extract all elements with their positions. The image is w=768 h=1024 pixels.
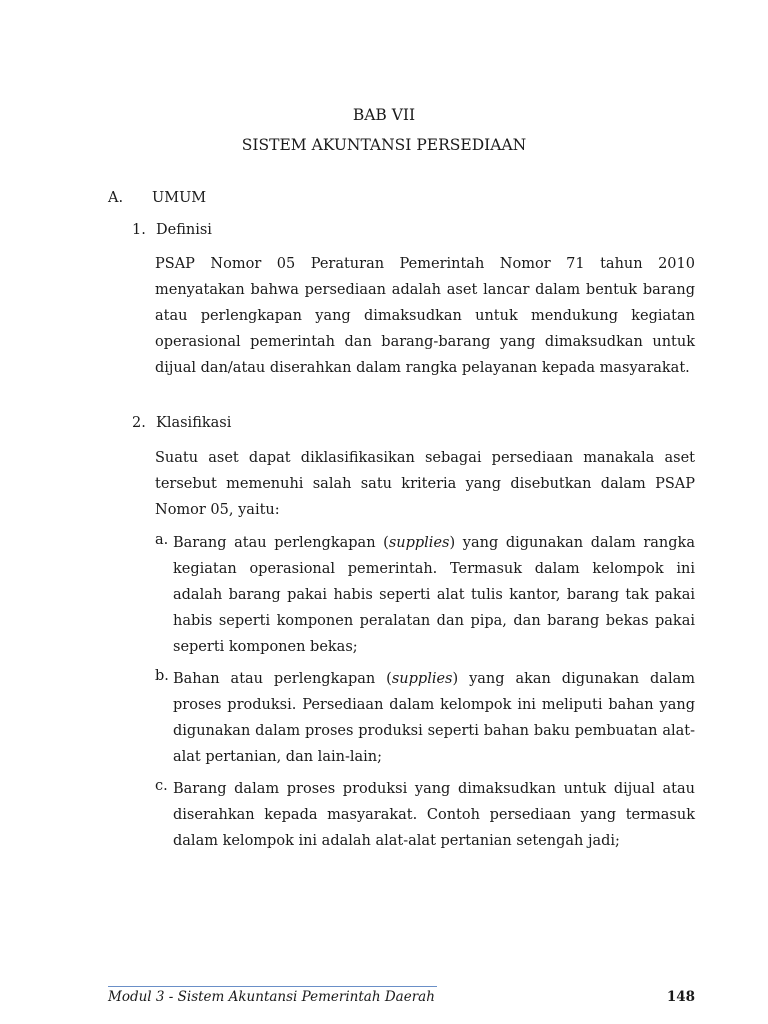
italic-term: supplies xyxy=(391,671,453,687)
criteria-item: Barang dalam proses produksi yang dimaksudkan untuk dijual atau diserahkan kepada masyarakat. Contoh persediaan yang termasuk dalam kelompok ini adalah alat-alat pertanian setengah jadi; xyxy=(173,781,695,849)
footer-title: Modul 3 - Sistem Akuntansi Pemerintah Daerah xyxy=(108,989,435,1005)
section-marker: A. xyxy=(108,190,124,206)
definition-paragraph: PSAP Nomor 05 Peraturan Pemerintah Nomor 71 tahun 2010 menyatakan bahwa persediaan adalah aset lancar dalam bentuk barang atau perlengkapan yang dimaksudkan untuk mendukung kegiatan operasional pemerintah dan barang-barang yang dimaksudkan untuk dijual dan/atau diserahkan dalam rangka pelayanan kepada masyarakat. xyxy=(155,256,695,376)
criteria-item: Bahan atau perlengkapan (supplies) yang akan digunakan dalam proses produksi. Persediaan dalam kelompok ini meliputi bahan yang digunakan dalam proses produksi seperti bahan baku pembuatan alat-alat pertanian, dan lain-lain; xyxy=(173,671,695,765)
subsection-marker: 2. xyxy=(132,415,146,431)
criteria-marker: c. xyxy=(155,778,168,794)
page-number: 148 xyxy=(666,989,695,1005)
subsection-title: Klasifikasi xyxy=(156,415,232,431)
subsection-marker: 1. xyxy=(132,222,146,238)
criteria-marker: b. xyxy=(155,668,169,684)
criteria-item: Barang atau perlengkapan (supplies) yang digunakan dalam rangka kegiatan operasional pemerintah. Termasuk dalam kelompok ini adalah barang pakai habis seperti alat tulis kantor, barang tak pakai habis seperti komponen peralatan dan pipa, dan barang bekas pakai seperti komponen bekas; xyxy=(173,535,695,655)
criteria-marker: a. xyxy=(155,532,169,548)
chapter-number: BAB VII xyxy=(352,106,416,124)
footer-divider xyxy=(108,986,437,987)
subsection-title: Definisi xyxy=(156,222,212,238)
italic-term: supplies xyxy=(388,535,450,551)
section-title: UMUM xyxy=(152,190,207,206)
classification-paragraph: Suatu aset dapat diklasifikasikan sebagai persediaan manakala aset tersebut memenuhi salah satu kriteria yang disebutkan dalam PSAP Nomor 05, yaitu: xyxy=(155,450,695,518)
chapter-title: SISTEM AKUNTANSI PERSEDIAAN xyxy=(241,136,527,154)
